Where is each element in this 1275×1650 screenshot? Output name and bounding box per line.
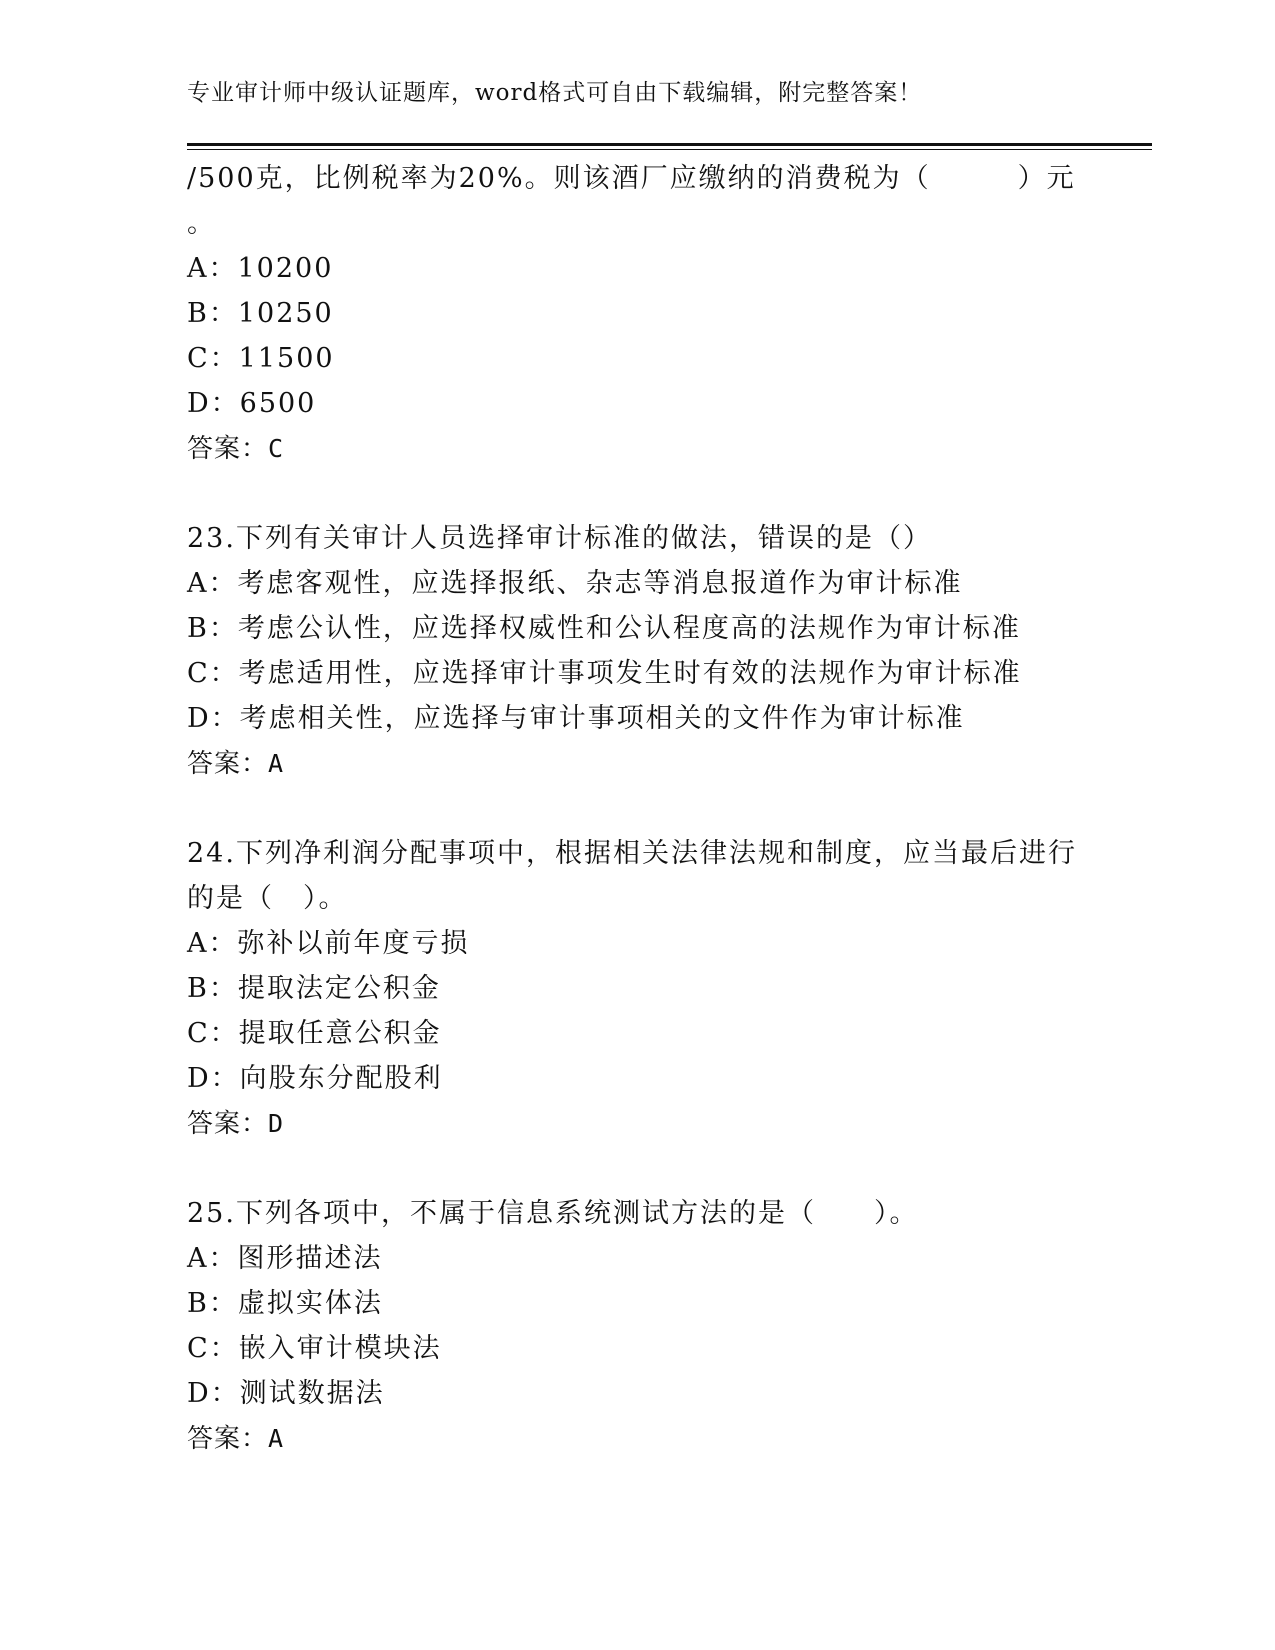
option-d: D：测试数据法 — [187, 1378, 385, 1409]
option-a: A：弥补以前年度亏损 — [187, 928, 470, 959]
option-a: A：考虑客观性，应选择报纸、杂志等消息报道作为审计标准 — [187, 568, 963, 599]
option-d: D：考虑相关性，应选择与审计事项相关的文件作为审计标准 — [187, 703, 965, 734]
answer-label: 答案： — [187, 1424, 269, 1454]
option-c: C：提取任意公积金 — [187, 1018, 442, 1049]
answer-line — [187, 1101, 1107, 1146]
option-a: A：图形描述法 — [187, 1243, 383, 1274]
option-b: B：考虑公认性，应选择权威性和公认程度高的法规作为审计标准 — [187, 613, 1021, 644]
option-b: B：提取法定公积金 — [187, 973, 441, 1004]
option-b: B：虚拟实体法 — [187, 1288, 383, 1319]
answer-label: 答案： — [187, 434, 269, 464]
answer-value: C — [268, 434, 284, 463]
option-c: C：嵌入审计模块法 — [187, 1333, 442, 1364]
question-block — [187, 1191, 1107, 1461]
answer-value: A — [268, 1424, 284, 1453]
answer-line — [187, 1416, 1107, 1461]
question-stem: 25.下列各项中，不属于信息系统测试方法的是（ ）。 — [187, 1198, 919, 1229]
question-block — [187, 831, 1107, 1146]
option-c: C：11500 — [187, 343, 335, 374]
question-stem: /500克，比例税率为20%。则该酒厂应缴纳的消费税为（ ）元 — [187, 163, 1076, 194]
page-header: 专业审计师中级认证题库，word格式可自由下载编辑，附完整答案！ — [187, 80, 923, 106]
question-stem: 24.下列净利润分配事项中，根据相关法律法规和制度，应当最后进行 — [187, 838, 1077, 869]
option-c: C：考虑适用性，应选择审计事项发生时有效的法规作为审计标准 — [187, 658, 1022, 689]
header-rule-thick — [187, 143, 1152, 146]
answer-line — [187, 741, 1107, 786]
answer-line — [187, 426, 1107, 471]
option-b: B：10250 — [187, 298, 334, 329]
question-stem: 的是（ ）。 — [187, 883, 348, 914]
answer-label: 答案： — [187, 749, 269, 779]
option-d: D：6500 — [187, 388, 317, 419]
answer-value: A — [268, 749, 284, 778]
header-rule-thin — [187, 149, 1152, 150]
answer-value: D — [268, 1109, 284, 1138]
question-stem: 23.下列有关审计人员选择审计标准的做法，错误的是（） — [187, 523, 932, 554]
question-block — [187, 156, 1107, 471]
answer-label: 答案： — [187, 1109, 269, 1139]
question-stem: 。 — [187, 208, 216, 239]
question-list — [187, 156, 1107, 1461]
option-a: A：10200 — [187, 253, 334, 284]
option-d: D：向股东分配股利 — [187, 1063, 443, 1094]
question-block — [187, 516, 1107, 786]
